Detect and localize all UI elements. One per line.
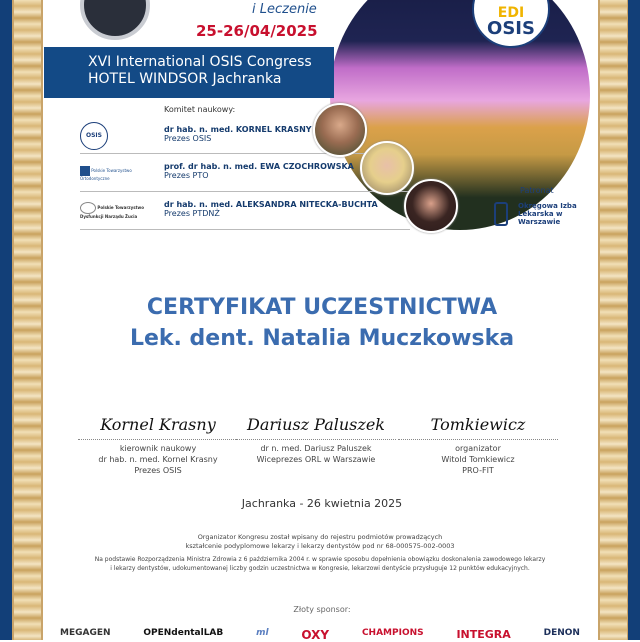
signature-line: dr n. med. Dariusz Paluszek: [260, 444, 372, 453]
signature-line: kierownik naukowy: [119, 444, 197, 453]
sponsor-logo: OXY: [301, 628, 330, 642]
signature-line: dr hab. n. med. Kornel Krasny: [98, 455, 218, 464]
congress-logo: [80, 0, 150, 40]
signature-image: Tomkiewicz: [398, 410, 558, 440]
left-blue-border: [0, 0, 12, 640]
signature-line: PRO-FIT: [462, 466, 494, 475]
certificate-block: [44, 292, 600, 354]
signature-block: [236, 410, 396, 465]
signature-image: Dariusz Paluszek: [236, 410, 396, 440]
place-date: Jachranka - 26 kwietnia 2025: [241, 497, 403, 510]
note-line: Na podstawie Rozporządzenia Ministra Zdrowia z 6 października 2004 r. w sprawie sposobu dopełnienia obowiązku doskonalenia zawodowego lekarzy: [94, 556, 546, 563]
patronage-label: Patronat: [520, 186, 554, 195]
legal-note: [50, 556, 590, 573]
registry-note: [60, 533, 580, 550]
member-role: Prezes PTO: [164, 171, 209, 180]
sponsor-logo: DENON: [543, 628, 580, 638]
badge-osis: OSIS: [487, 18, 535, 39]
note-line: kształcenie podyplomowe lekarzy i lekarzy dentystów pod nr 68-000575-002-0003: [185, 541, 455, 550]
sponsor-logo: ml: [256, 628, 269, 638]
patronage-org: Okręgowa Izba Lekarska w Warszawie: [518, 202, 577, 226]
congress-title: XVI International OSIS Congress: [88, 54, 312, 70]
right-blue-border: [628, 0, 640, 640]
avatar-nitecka-buchta: [404, 179, 458, 233]
committee-row: [80, 192, 410, 230]
sponsor-logo: OPENdentalLAB: [143, 628, 224, 638]
oil-logo-icon: [494, 202, 508, 226]
signature-line: organizator: [455, 444, 501, 453]
sponsor-label: Złoty sponsor:: [293, 605, 351, 614]
avatar-czochrowska: [360, 141, 414, 195]
member-name: prof. dr hab. n. med. EWA CZOCHROWSKA: [164, 162, 354, 171]
avatar-krasny: [313, 103, 367, 157]
pto-logo: [80, 166, 150, 181]
signature-block: [78, 410, 238, 476]
congress-subtitle: i Leczenie: [252, 2, 317, 17]
congress-venue: HOTEL WINDSOR Jachranka: [88, 71, 282, 87]
pto-logo-text: Polskie Towarzystwo Ortodontyczne: [80, 168, 132, 181]
member-role: Prezes OSIS: [164, 134, 212, 143]
member-role: Prezes PTDNŻ: [164, 209, 220, 218]
member-name: dr hab. n. med. ALEKSANDRA NITECKA-BUCHTA: [164, 200, 378, 209]
note-line: i lekarzy dentystów, udokumentowanej liczby godzin uczestnictwa w Kongresie, lekarzowi dentyście przysługuje 12 punktów edukacyjnych.: [110, 564, 530, 572]
certificate-title: CERTYFIKAT UCZESTNICTWA: [146, 295, 498, 320]
note-line: Organizator Kongresu został wpisany do rejestru podmiotów prowadzących: [197, 533, 443, 541]
signature-block: [398, 410, 558, 476]
badge-edi: EDI: [497, 5, 525, 21]
sponsor-logo: INTEGRA: [456, 628, 511, 641]
ptdnz-logo-text: Polskie Towarzystwo Dysfunkcji Narządu Żucia: [80, 205, 144, 219]
sponsor-logo: MEGAGEN: [60, 628, 111, 638]
recipient-name: Lek. dent. Natalia Muczkowska: [129, 326, 515, 351]
signature-line: Witold Tomkiewicz: [441, 455, 515, 464]
member-name: dr hab. n. med. KORNEL KRASNY: [164, 125, 312, 134]
congress-banner: [44, 47, 334, 98]
left-ornament-border: [12, 0, 43, 640]
sponsor-logo: CHAMPIONS: [361, 628, 424, 638]
signature-line: Wiceprezes ORL w Warszawie: [256, 455, 376, 464]
committee-label: Komitet naukowy:: [164, 105, 236, 114]
congress-date: 25-26/04/2025: [196, 22, 318, 40]
right-ornament-border: [598, 0, 629, 640]
ptdnz-logo: [80, 202, 150, 219]
signature-image: Kornel Krasny: [78, 410, 238, 440]
osis-logo: OSIS: [80, 122, 108, 150]
signature-line: Prezes OSIS: [134, 466, 182, 475]
